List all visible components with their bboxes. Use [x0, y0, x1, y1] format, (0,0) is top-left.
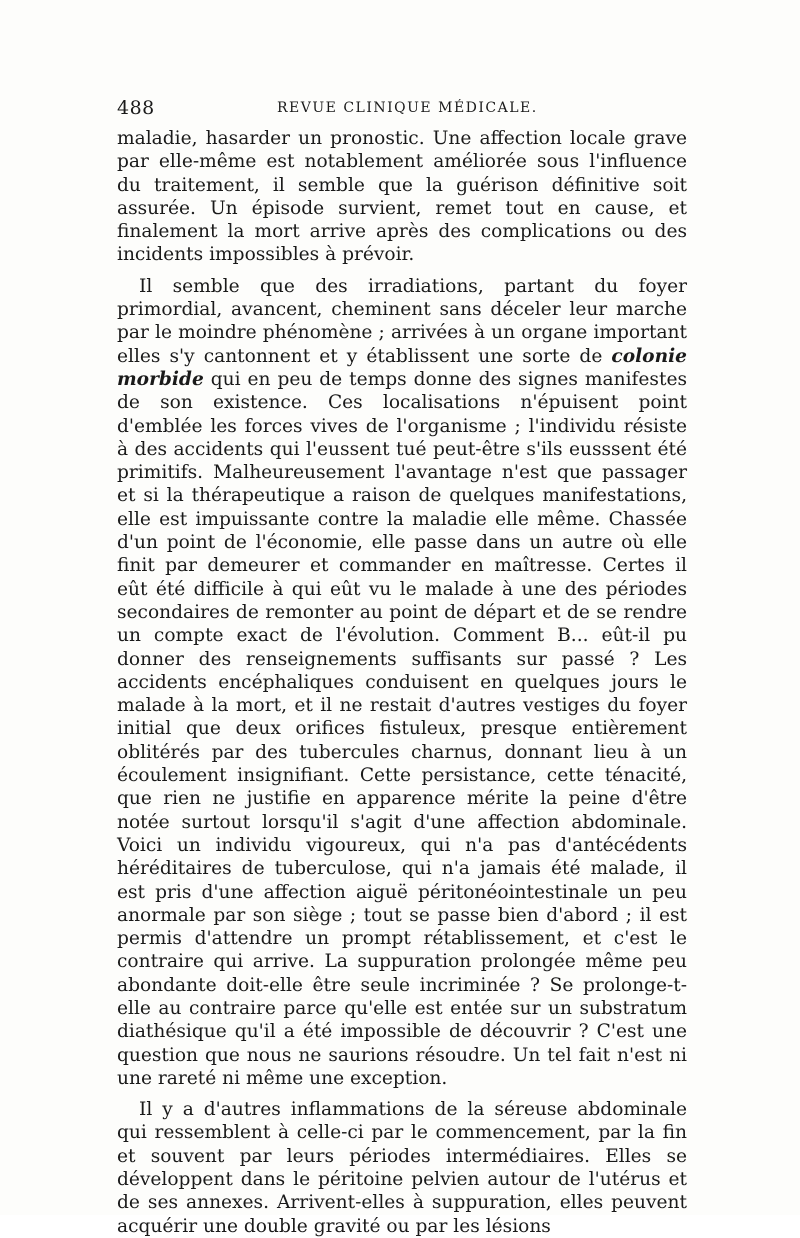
paragraph-2-text-after: qui en peu de temps donne des signes manifestes de son existence. Ces localisations n'épuisent point d'emblée les forces vives de l'organisme ; l'individu résiste à des accidents qui l'eussent tué peut-être s'ils eusssent été primitifs. Malheureusement l'avantage n'est que passager et si la thérapeutique a raison de quelques manifestations, elle est impuissante contre la maladie elle même. Chassée d'un point de l'économie, elle passe dans un autre où elle finit par demeurer et commander en maîtresse. Certes il eût été difficile à qui eût vu le malade à une des périodes secondaires de remonter au point de départ et de se rendre un compte exact de l'évolution. Comment B... eût-il pu donner des renseignements suffisants sur passé ? Les accidents encéphaliques conduisent en quelques jours le malade à la mort, et il ne restait d'autres vestiges du foyer initial que deux orifices fistuleux, presque entièrement oblitérés par des tubercules charnus, donnant lieu à un écoulement insignifiant. Cette persistance, cette ténacité, que rien ne justifie en apparence mérite la peine d'être notée surtout lorsqu'il s'agit d'une affection abdominale. Voici un individu vigoureux, qui n'a pas d'antécédents héréditaires de tuberculose, qui n'a jamais été malade, il est pris d'une affection aiguë péritonéointestinale un peu anormale par son siège ; tout se passe bien d'abord ; il est permis d'attendre un prompt rétablissement, et c'est le contraire qui arrive. La suppuration prolongée même peu abondante doit-elle être seule incriminée ? Se prolonge-t-elle au contraire parce qu'elle est entée sur un substratum diathésique qu'il a été impossible de découvrir ? C'est une question que nous ne saurions résoudre. Un tel fait n'est ni une rareté ni même une exception.	[117, 368, 687, 1089]
running-title: REVUE CLINIQUE MÉDICALE.	[277, 100, 538, 116]
paragraph-3: Il y a d'autres inflammations de la séreuse abdominale qui ressemblent à celle-ci par le commencement, par la fin et souvent par leurs périodes intermédiaires. Elles se développent dans le péritoine pelvien autour de l'utérus et de ses annexes. Arrivent-elles à suppuration, elles peuvent acquérir une double gravité ou par les lésions	[117, 1099, 687, 1237]
page-number: 488	[117, 97, 155, 119]
page-header	[117, 97, 687, 123]
paragraph-1: maladie, hasarder un pronostic. Une affection locale grave par elle-même est notablement améliorée sous l'influence du traitement, il semble que la guérison définitive soit assurée. Un épisode survient, remet tout en cause, et finalement la mort arrive après des complications ou des incidents impossibles à prévoir.	[117, 128, 687, 266]
paragraph-2	[117, 275, 687, 1090]
body-text	[117, 127, 687, 1238]
paragraph-2-emphasis: colonie morbide	[117, 345, 687, 390]
paragraph-2-text-before: Il semble que des irradiations, partant du foyer primordial, avancent, cheminent sans déceler leur marche par le moindre phénomène ; arrivées à un organe important elles s'y cantonnent et y établissent une sorte de	[117, 275, 687, 367]
